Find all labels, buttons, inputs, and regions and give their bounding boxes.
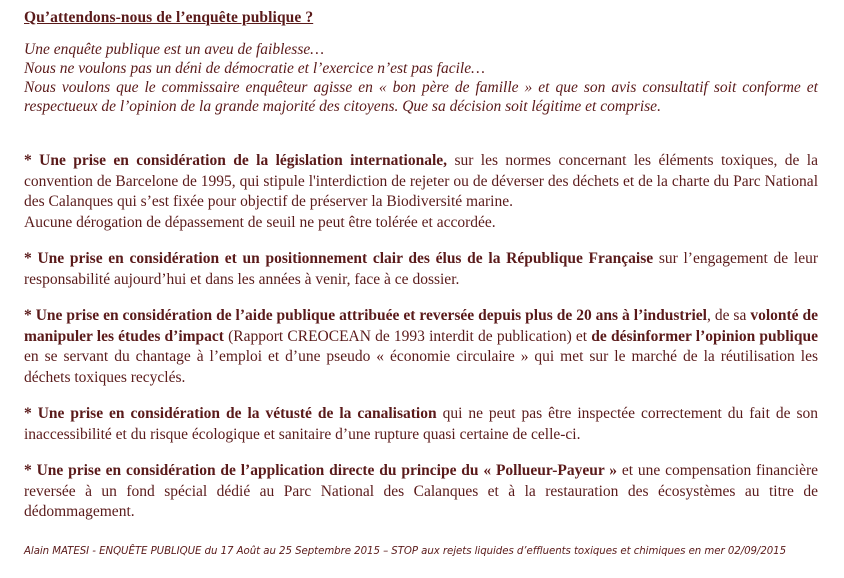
point-heading: * Une prise en considération de l’aide publique attribuée et reversée depuis plus de 20 ans à l’industriel bbox=[24, 307, 707, 324]
point-text: , de sa bbox=[706, 307, 751, 324]
point-text: et une compensation financière reversée à un fond spécial dédié au Parc National des Calanques et à la restauration des écosystèmes au titre de dédommagement. bbox=[24, 462, 818, 520]
point-public-aid bbox=[24, 306, 818, 388]
point-text: (Rapport CREOCEAN de 1993 interdit de publication) et bbox=[223, 327, 592, 345]
point-heading: * Une prise en considération de l’application directe du principe du « Pollueur-Payeur » bbox=[24, 462, 618, 479]
point-text: sur l’engagement de leur responsabilité aujourd’hui et dans les années à venir, face à ce dossier. bbox=[24, 250, 818, 288]
point-heading: * Une prise en considération de la législation internationale, bbox=[24, 152, 448, 169]
intro-line: Nous ne voulons pas un déni de démocratie et l’exercice n’est pas facile… bbox=[24, 60, 485, 77]
point-pipeline-decay bbox=[24, 404, 818, 445]
point-text: sur les normes concernant les éléments toxiques, de la convention de Barcelone de 1995, qui stipule l'interdiction de rejeter ou de déverser des déchets et de la charte du Parc National des Calanques qui s’est fixée pour objectif de préserver la Biodiversité marine. bbox=[24, 152, 818, 210]
intro-line: Une enquête publique est un aveu de faiblesse… bbox=[24, 41, 325, 58]
intro-block bbox=[24, 40, 818, 116]
point-polluter-pays bbox=[24, 461, 818, 523]
document-page bbox=[24, 8, 818, 539]
point-text: en se servant du chantage à l’emploi et d’une pseudo « économie circulaire » qui met sur le marché de la réutilisation les déchets toxiques recyclés. bbox=[24, 348, 818, 386]
point-heading: * Une prise en considération et un positionnement clair des élus de la République Française bbox=[24, 250, 654, 267]
point-emphasis: volonté de manipuler les études d’impact bbox=[24, 307, 819, 345]
point-text: qui ne peut pas être inspectée correctement du fait de son inaccessibilité et du risque écologique et sanitaire d’une rupture quasi certaine de celle-ci. bbox=[24, 405, 818, 443]
point-elected-officials bbox=[24, 249, 818, 290]
document-title: Qu’attendons-nous de l’enquête publique ? bbox=[24, 9, 314, 26]
point-international-law bbox=[24, 151, 818, 233]
point-text: Aucune dérogation de dépassement de seuil ne peut être tolérée et accordée. bbox=[24, 213, 496, 231]
document-footer: Alain MATESI - ENQUÊTE PUBLIQUE du 17 Août au 25 Septembre 2015 – STOP aux rejets liquides d’effluents toxiques et chimiques en mer 02/09/2015 bbox=[24, 546, 787, 557]
point-heading: * Une prise en considération de la vétusté de la canalisation bbox=[24, 405, 437, 422]
intro-line: Nous voulons que le commissaire enquêteur agisse en « bon père de famille » et que son avis consultatif soit conforme et respectueux de l’opinion de la grande majorité des citoyens. Que sa décision soit légitime et comprise. bbox=[24, 79, 818, 115]
point-emphasis: de désinformer l’opinion publique bbox=[591, 327, 818, 345]
points-list bbox=[24, 151, 818, 523]
